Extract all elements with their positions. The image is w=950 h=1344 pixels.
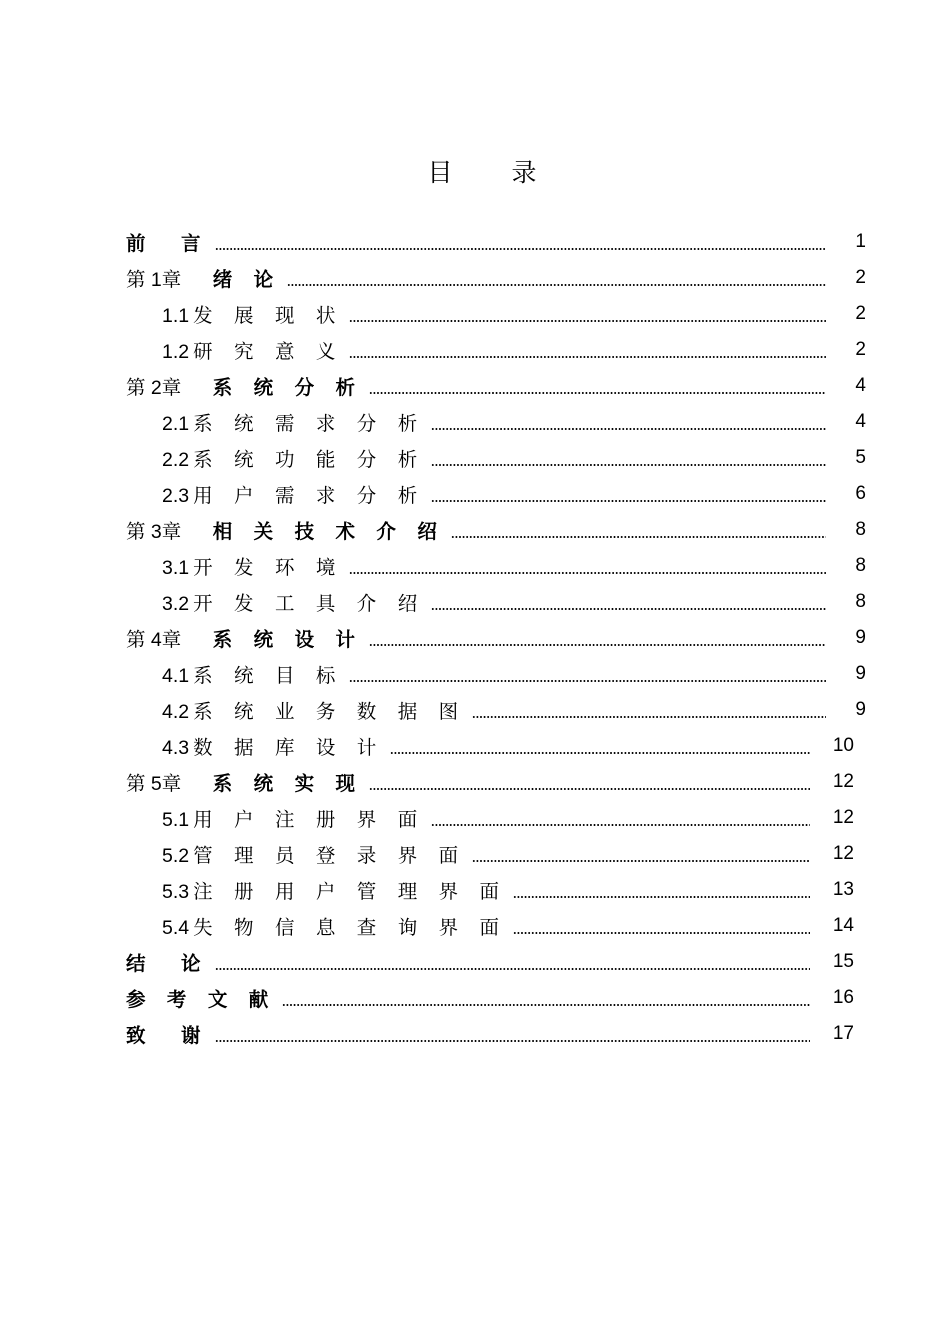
toc-entry[interactable] [126,224,866,260]
toc-entry-page: 14 [832,915,854,936]
toc-entry-text: 致 谢 [126,1025,209,1047]
toc-entry-text: 用 户 注 册 界 面 [193,809,426,831]
toc-entry-text: 系 统 设 计 [212,629,364,651]
dot-leader [215,967,810,971]
toc-entry-number: 第 2章 [126,377,182,399]
dot-leader [369,391,826,395]
toc-entry-label [126,516,445,544]
dot-leader [287,283,826,287]
dot-leader [431,427,826,431]
toc-entry-number: 第 5章 [126,773,182,795]
toc-entry-label [162,300,343,328]
toc-entry-page: 10 [832,735,854,756]
toc-entry-number: 3.2 [162,593,190,615]
toc-entry-number: 第 1章 [126,269,182,291]
toc-entry-number: 第 4章 [126,629,182,651]
dot-leader [451,535,826,539]
toc-entry-label [162,732,384,760]
toc-entry-label [162,336,343,364]
toc-entry[interactable] [126,692,866,728]
toc-entry-number: 2.2 [162,449,190,471]
toc-entry-number: 5.4 [162,917,190,939]
toc-entry-label [162,696,466,724]
toc-entry[interactable] [126,476,866,512]
dot-leader [513,931,810,935]
dot-leader [349,355,826,359]
dot-leader [472,859,810,863]
dot-leader [431,463,826,467]
toc-entry-page: 13 [832,879,854,900]
toc-entry[interactable] [126,980,866,1016]
dot-leader [472,715,826,719]
toc-entry-number: 3.1 [162,557,190,579]
toc-entry-page: 2 [855,303,866,324]
toc-entry-page: 16 [832,987,854,1008]
toc-entry-page: 9 [855,627,866,648]
toc-entry-label [126,624,363,652]
toc-entry[interactable] [126,836,866,872]
toc-entry-page: 15 [832,951,854,972]
toc-entry[interactable] [126,800,866,836]
toc-entry-text: 开 发 环 境 [193,557,344,579]
toc-entry[interactable] [126,440,866,476]
toc-entry-page: 17 [832,1023,854,1044]
toc-entry-number: 5.2 [162,845,190,867]
toc-entry-text: 系 统 需 求 分 析 [193,413,426,435]
dot-leader [513,895,810,899]
toc-entry-text: 相 关 技 术 介 绍 [212,521,445,543]
toc-entry[interactable] [126,944,866,980]
toc-entry-label [162,912,507,940]
dot-leader [282,1003,810,1007]
toc-entry-page: 12 [832,843,854,864]
toc-entry-label [126,228,209,256]
toc-entry-number: 5.3 [162,881,190,903]
toc-entry-label [126,1020,209,1048]
toc-entry-number: 1.1 [162,305,190,327]
toc-entry[interactable] [126,764,866,800]
toc-title: 目 录 [427,159,563,187]
toc-entry-number: 4.2 [162,701,190,723]
toc-entry[interactable] [126,908,866,944]
toc-entry[interactable] [126,296,866,332]
toc-entry-text: 系 统 功 能 分 析 [193,449,426,471]
toc-entry-text: 绪 论 [212,269,282,291]
toc-entry-page: 6 [855,483,866,504]
toc-entry-page: 8 [855,555,866,576]
dot-leader [431,823,810,827]
dot-leader [349,679,826,683]
dot-leader [390,751,810,755]
toc-entry-label [162,480,425,508]
toc-entry[interactable] [126,620,866,656]
toc-entry-number: 4.3 [162,737,190,759]
dot-leader [215,247,826,251]
toc-entry-text: 参 考 文 献 [126,989,277,1011]
toc-entry-number: 5.1 [162,809,190,831]
toc-entry-text: 结 论 [126,953,209,975]
toc-entry-number: 4.1 [162,665,190,687]
toc-entry-text: 系 统 实 现 [212,773,364,795]
toc-entry-label [162,408,425,436]
toc-entry-number: 1.2 [162,341,190,363]
toc-entry-number: 第 3章 [126,521,182,543]
toc-entry-text: 开 发 工 具 介 绍 [193,593,426,615]
toc-entry-page: 9 [855,699,866,720]
toc-entry-page: 8 [855,519,866,540]
toc-entry[interactable] [126,404,866,440]
dot-leader [431,607,826,611]
toc-entry-label [162,444,425,472]
toc-entry[interactable] [126,548,866,584]
toc-entry[interactable] [126,332,866,368]
toc-entry[interactable] [126,656,866,692]
toc-entry-text: 系 统 业 务 数 据 图 [193,701,467,723]
toc-entry-text: 管 理 员 登 录 界 面 [193,845,467,867]
toc-entry-label [162,876,507,904]
toc-entry[interactable] [126,584,866,620]
dot-leader [369,787,810,791]
toc-entry-text: 失 物 信 息 查 询 界 面 [193,917,508,939]
dot-leader [431,499,826,503]
toc-entry[interactable] [126,512,866,548]
toc-entry-page: 8 [855,591,866,612]
toc-entry-page: 1 [855,231,866,252]
toc-entry-page: 5 [855,447,866,468]
toc-entry-text: 注 册 用 户 管 理 界 面 [193,881,508,903]
toc-entry-text: 系 统 目 标 [193,665,344,687]
toc-entry-label [162,552,343,580]
toc-entry-label [126,984,276,1012]
toc-entry-page: 2 [855,339,866,360]
toc-entry-number: 2.3 [162,485,190,507]
toc-entry[interactable] [126,872,866,908]
toc-entry[interactable] [126,368,866,404]
toc-entry-label [126,948,209,976]
toc-entry-page: 4 [855,411,866,432]
toc-entry[interactable] [126,728,866,764]
toc-entry-text: 发 展 现 状 [193,305,344,327]
table-of-contents [126,224,866,1052]
toc-entry[interactable] [126,1016,866,1052]
dot-leader [215,1039,810,1043]
toc-entry-label [126,372,363,400]
toc-entry-label [126,768,363,796]
toc-entry-page: 4 [855,375,866,396]
dot-leader [349,571,826,575]
toc-entry-label [126,264,281,292]
dot-leader [349,319,826,323]
toc-entry[interactable] [126,260,866,296]
toc-entry-label [162,840,466,868]
toc-entry-text: 数 据 库 设 计 [193,737,385,759]
toc-entry-label [162,660,343,688]
toc-entry-page: 12 [832,771,854,792]
toc-entry-number: 2.1 [162,413,190,435]
toc-entry-text: 系 统 分 析 [212,377,364,399]
toc-entry-page: 2 [855,267,866,288]
toc-entry-label [162,804,425,832]
toc-entry-text: 研 究 意 义 [193,341,344,363]
toc-entry-page: 9 [855,663,866,684]
toc-entry-page: 12 [832,807,854,828]
toc-entry-label [162,588,425,616]
toc-entry-text: 用 户 需 求 分 析 [193,485,426,507]
dot-leader [369,643,826,647]
toc-entry-text: 前 言 [126,233,209,255]
